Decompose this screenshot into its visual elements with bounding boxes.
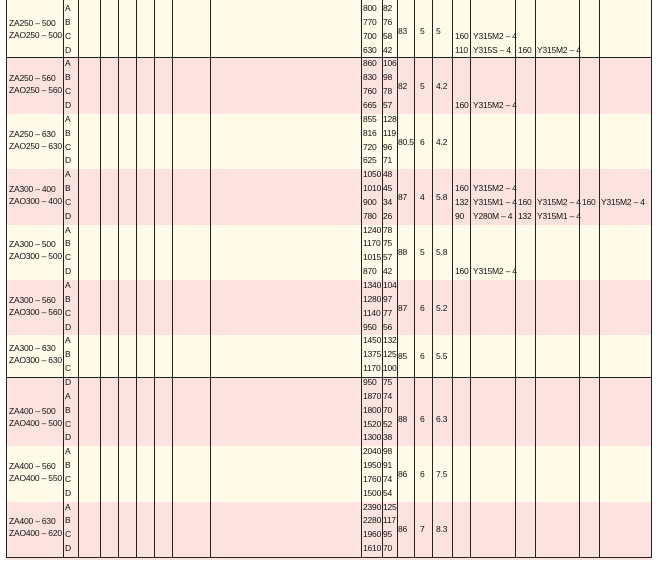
flow-value: 760 xyxy=(363,86,377,97)
impeller-code: A xyxy=(65,58,71,69)
impeller-code: B xyxy=(65,127,71,138)
column-rule xyxy=(136,0,137,558)
motor-model: Y315M2 – 4 xyxy=(473,30,517,41)
head-value: 52 xyxy=(383,418,393,429)
impeller-code: C xyxy=(65,141,71,152)
impeller-code: A xyxy=(65,169,71,180)
impeller-code: D xyxy=(65,543,71,554)
head-value: 98 xyxy=(383,72,393,83)
impeller-code: D xyxy=(65,99,71,110)
flow-value: 625 xyxy=(363,155,377,166)
motor-model: Y315M2 – 4 xyxy=(537,44,581,55)
flow-value: 1010 xyxy=(363,183,382,194)
flow-value: 1950 xyxy=(363,460,382,471)
flow-value: 870 xyxy=(363,266,377,277)
impeller-code: D xyxy=(65,487,71,498)
factor-value: 8.3 xyxy=(436,524,448,535)
flow-value: 800 xyxy=(363,3,377,13)
model-name: ZA250 – 500 xyxy=(9,17,56,28)
head-value: 74 xyxy=(383,473,393,484)
impeller-code: C xyxy=(65,473,71,484)
impeller-code: A xyxy=(65,280,71,290)
factor-value: 4.2 xyxy=(436,81,448,92)
head-value: 75 xyxy=(383,238,393,249)
impeller-code: A xyxy=(65,335,71,346)
motor-power: 132 xyxy=(455,196,469,207)
factor-value: 6.3 xyxy=(436,413,448,424)
column-rule xyxy=(414,0,415,558)
head-value: 98 xyxy=(383,446,393,457)
motor-power: 160 xyxy=(582,196,596,207)
motor-power: 90 xyxy=(455,210,465,221)
head-value: 57 xyxy=(383,252,393,263)
head-value: 82 xyxy=(383,3,393,13)
flow-value: 860 xyxy=(363,58,377,69)
impeller-code: B xyxy=(65,72,71,83)
motor-model: Y280M – 4 xyxy=(473,210,513,221)
motor-model: Y315M1 – 4 xyxy=(473,196,517,207)
npsh-value: 5 xyxy=(420,247,425,258)
factor-value: 5.2 xyxy=(436,302,448,313)
head-value: 97 xyxy=(383,293,393,304)
model-name: ZA300 – 560 xyxy=(9,294,56,305)
row-band xyxy=(6,114,651,169)
head-value: 96 xyxy=(383,141,393,152)
impeller-code: D xyxy=(65,155,71,166)
npsh-value: 6 xyxy=(420,413,425,424)
flow-value: 770 xyxy=(363,16,377,27)
npsh-value: 5 xyxy=(420,81,425,92)
flow-value: 630 xyxy=(363,44,377,55)
efficiency-value: 82 xyxy=(398,81,408,92)
head-value: 56 xyxy=(383,321,393,332)
column-rule xyxy=(154,0,155,558)
factor-value: 4.2 xyxy=(436,136,448,147)
flow-value: 1610 xyxy=(363,543,382,554)
flow-value: 1170 xyxy=(363,363,381,374)
head-value: 70 xyxy=(383,543,393,554)
model-name: ZAO400 – 620 xyxy=(9,528,62,539)
column-rule xyxy=(78,0,79,558)
head-value: 125 xyxy=(383,501,397,512)
model-name: ZAO250 – 630 xyxy=(9,140,62,151)
head-value: 26 xyxy=(383,210,393,221)
motor-model: Y315M2 – 4 xyxy=(473,266,517,277)
model-name: ZAO300 – 630 xyxy=(9,355,62,366)
flow-value: 816 xyxy=(363,127,377,138)
column-rule xyxy=(432,0,433,558)
motor-model: Y315M2 – 4 xyxy=(473,183,517,194)
impeller-code: C xyxy=(65,529,71,540)
flow-value: 2390 xyxy=(363,501,382,512)
head-value: 117 xyxy=(383,515,396,526)
flow-value: 1870 xyxy=(363,390,382,401)
flow-value: 1800 xyxy=(363,404,382,415)
impeller-code: C xyxy=(65,196,71,207)
model-name: ZAO300 – 560 xyxy=(9,306,62,317)
efficiency-value: 85 xyxy=(398,351,408,362)
column-rule xyxy=(515,0,516,558)
efficiency-value: 87 xyxy=(398,191,408,202)
flow-value: 1170 xyxy=(363,238,381,249)
impeller-code: C xyxy=(65,30,71,41)
head-value: 128 xyxy=(383,113,397,124)
model-name: ZA300 – 400 xyxy=(9,183,56,194)
impeller-code: D xyxy=(65,210,71,221)
column-rule xyxy=(63,0,64,558)
column-rule xyxy=(100,0,101,558)
motor-model: Y315M2 – 4 xyxy=(537,196,581,207)
model-name: ZAO300 – 400 xyxy=(9,195,62,206)
flow-value: 780 xyxy=(363,210,377,221)
flow-value: 1520 xyxy=(363,418,382,429)
efficiency-value: 86 xyxy=(398,524,408,535)
head-value: 54 xyxy=(383,487,393,498)
motor-power: 160 xyxy=(455,99,469,110)
impeller-code: B xyxy=(65,293,71,304)
efficiency-value: 86 xyxy=(398,468,408,479)
flow-value: 1140 xyxy=(363,307,381,318)
model-name: ZAO300 – 500 xyxy=(9,251,62,262)
impeller-code: B xyxy=(65,238,71,249)
motor-power: 160 xyxy=(518,44,532,55)
factor-value: 5 xyxy=(436,25,441,36)
npsh-value: 6 xyxy=(420,302,425,313)
column-rule xyxy=(470,0,471,558)
model-name: ZA300 – 500 xyxy=(9,239,56,250)
head-value: 42 xyxy=(383,266,393,277)
impeller-code: B xyxy=(65,460,71,471)
motor-model: Y315M1 – 4 xyxy=(537,210,581,221)
flow-value: 1015 xyxy=(363,252,382,263)
flow-value: 700 xyxy=(363,30,377,41)
motor-power: 160 xyxy=(455,30,469,41)
flow-value: 1340 xyxy=(363,280,382,290)
factor-value: 5.5 xyxy=(436,351,448,362)
npsh-value: 5 xyxy=(420,25,425,36)
model-name: ZAO250 – 500 xyxy=(9,29,62,40)
efficiency-value: 88 xyxy=(398,413,408,424)
impeller-code: A xyxy=(65,446,71,457)
row-band xyxy=(6,502,651,560)
head-value: 71 xyxy=(383,155,393,166)
impeller-code: D xyxy=(65,321,71,332)
flow-value: 1280 xyxy=(363,293,382,304)
motor-model: Y315M2 – 4 xyxy=(601,196,645,207)
impeller-code: D xyxy=(65,44,71,55)
npsh-value: 7 xyxy=(420,524,425,535)
head-value: 38 xyxy=(383,432,393,443)
npsh-value: 6 xyxy=(420,136,425,147)
flow-value: 1450 xyxy=(363,335,382,346)
head-value: 48 xyxy=(383,169,393,180)
flow-value: 950 xyxy=(363,376,377,387)
flow-value: 1500 xyxy=(363,487,382,498)
flow-value: 1760 xyxy=(363,473,382,484)
motor-power: 160 xyxy=(518,196,532,207)
column-rule xyxy=(361,0,362,558)
impeller-code: A xyxy=(65,390,71,401)
head-value: 74 xyxy=(383,390,393,401)
flow-value: 1300 xyxy=(363,432,382,443)
column-rule xyxy=(535,0,536,558)
impeller-code: B xyxy=(65,349,71,360)
row-band xyxy=(6,225,651,280)
impeller-code: C xyxy=(65,86,71,97)
head-value: 95 xyxy=(383,529,393,540)
head-value: 100 xyxy=(383,363,397,374)
impeller-code: B xyxy=(65,515,71,526)
impeller-code: A xyxy=(65,3,71,13)
head-value: 75 xyxy=(383,376,393,387)
impeller-code: A xyxy=(65,113,71,124)
model-name: ZA250 – 560 xyxy=(9,73,56,84)
flow-value: 855 xyxy=(363,113,377,124)
model-name: ZA400 – 560 xyxy=(9,460,56,471)
model-name: ZA400 – 630 xyxy=(9,516,56,527)
impeller-code: D xyxy=(65,376,71,387)
efficiency-value: 87 xyxy=(398,302,408,313)
column-rule xyxy=(118,0,119,558)
flow-value: 1960 xyxy=(363,529,382,540)
impeller-code: A xyxy=(65,501,71,512)
column-rule xyxy=(651,0,652,558)
model-name: ZA400 – 500 xyxy=(9,405,56,416)
flow-value: 1050 xyxy=(363,169,382,180)
flow-value: 1375 xyxy=(363,349,382,360)
factor-value: 7.5 xyxy=(436,468,448,479)
head-value: 34 xyxy=(383,196,393,207)
flow-value: 2040 xyxy=(363,446,382,457)
npsh-value: 6 xyxy=(420,468,425,479)
motor-power: 160 xyxy=(455,183,469,194)
head-value: 125 xyxy=(383,349,397,360)
efficiency-value: 83 xyxy=(398,25,408,36)
impeller-code: D xyxy=(65,266,71,277)
impeller-code: A xyxy=(65,224,71,235)
head-value: 119 xyxy=(383,127,396,138)
motor-model: Y315M2 – 4 xyxy=(473,99,517,110)
head-value: 77 xyxy=(383,307,393,318)
impeller-code: C xyxy=(65,252,71,263)
flow-value: 2280 xyxy=(363,515,382,526)
impeller-code: C xyxy=(65,418,71,429)
model-name: ZA300 – 630 xyxy=(9,343,56,354)
head-value: 106 xyxy=(383,58,397,69)
flow-value: 720 xyxy=(363,141,377,152)
head-value: 76 xyxy=(383,16,393,27)
column-rule xyxy=(6,0,7,558)
flow-value: 900 xyxy=(363,196,377,207)
row-band xyxy=(6,335,651,377)
factor-value: 5.8 xyxy=(436,247,448,258)
efficiency-value: 80.5 xyxy=(398,136,414,147)
column-rule xyxy=(210,0,211,558)
head-value: 78 xyxy=(383,86,393,97)
npsh-value: 6 xyxy=(420,351,425,362)
motor-power: 132 xyxy=(518,210,532,221)
row-band xyxy=(6,446,651,501)
motor-power: 160 xyxy=(455,266,469,277)
head-value: 104 xyxy=(383,280,397,290)
impeller-code: B xyxy=(65,183,71,194)
head-value: 132 xyxy=(383,335,397,346)
head-value: 91 xyxy=(383,460,393,471)
model-name: ZAO400 – 550 xyxy=(9,472,62,483)
column-rule xyxy=(579,0,580,558)
model-name: ZAO400 – 500 xyxy=(9,417,62,428)
impeller-code: B xyxy=(65,404,71,415)
head-value: 78 xyxy=(383,224,393,235)
efficiency-value: 88 xyxy=(398,247,408,258)
head-value: 42 xyxy=(383,44,393,55)
group-rule xyxy=(6,57,651,58)
factor-value: 5.8 xyxy=(436,191,448,202)
head-value: 70 xyxy=(383,404,393,415)
motor-model: Y315S – 4 xyxy=(473,44,511,55)
flow-value: 830 xyxy=(363,72,377,83)
flow-value: 950 xyxy=(363,321,377,332)
row-band xyxy=(6,280,651,335)
column-rule xyxy=(599,0,600,558)
row-band xyxy=(6,377,651,446)
model-name: ZA250 – 630 xyxy=(9,128,56,139)
column-rule xyxy=(172,0,173,558)
npsh-value: 4 xyxy=(420,191,425,202)
model-name: ZAO250 – 560 xyxy=(9,85,62,96)
head-value: 58 xyxy=(383,30,393,41)
group-rule xyxy=(6,377,651,378)
impeller-code: D xyxy=(65,432,71,443)
column-rule xyxy=(452,0,453,558)
flow-value: 665 xyxy=(363,99,377,110)
head-value: 57 xyxy=(383,99,393,110)
motor-power: 110 xyxy=(455,44,468,55)
head-value: 45 xyxy=(383,183,393,194)
impeller-code: B xyxy=(65,16,71,27)
impeller-code: C xyxy=(65,307,71,318)
flow-value: 1240 xyxy=(363,224,382,235)
table-bottom-rule xyxy=(6,557,651,558)
row-band xyxy=(6,57,651,114)
impeller-code: C xyxy=(65,363,71,374)
